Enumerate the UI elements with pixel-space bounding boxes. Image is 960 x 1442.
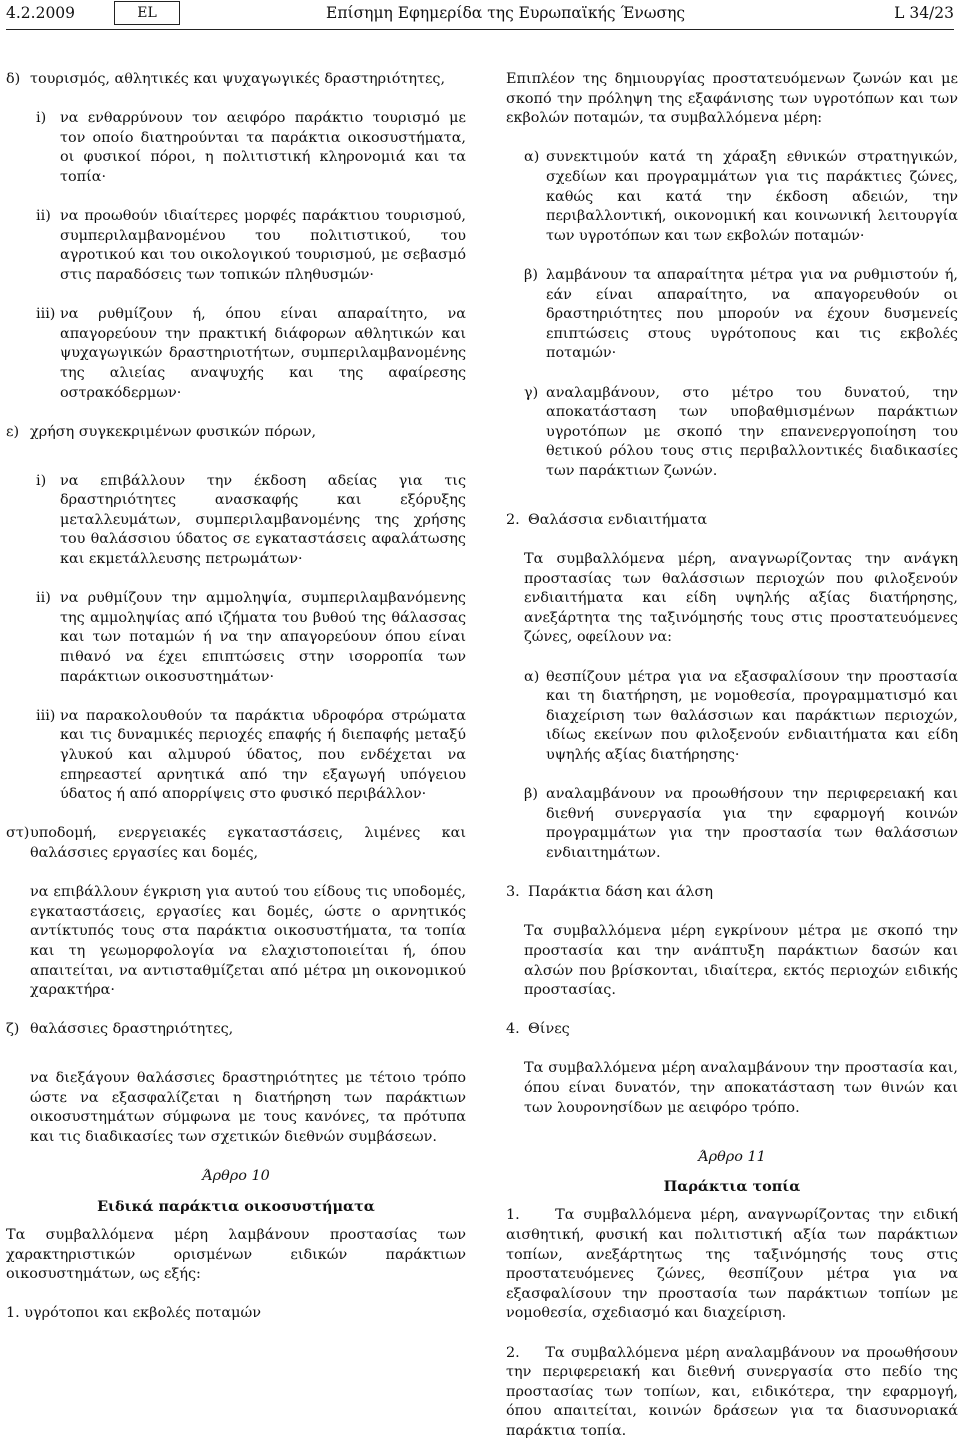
subpoint-label: i): [36, 110, 47, 127]
point-label: δ): [6, 71, 21, 87]
subpoint-label: i): [36, 472, 47, 489]
point-text: θαλάσσιες δραστηριότητες,: [30, 1021, 234, 1038]
subpoint-text: να επιβάλλουν την έκδοση αδείας για τις δραστηριότητες ανασκαφής και εξόρυξης μεταλλευμάτων, συμπεριλαμβανομένης της χρήσης του θαλάσσιου ύδατος σε εγκαταστάσεις αφαλάτωσης και εκμετάλλευσης πετρωμάτων·: [60, 472, 466, 568]
section-title: Παράκτια δάση και άλση: [528, 884, 713, 901]
subpoint-text: να προωθούν ιδιαίτερες μορφές παράκτιου τουρισμού, συμπεριλαμβανομένου του πολιτιστικού, του αγροτικού και του οικολογικού τουρισμού, με σεβασμό στις παραδόσεις των τοπικών πληθυσμών·: [60, 208, 466, 283]
subpoint-text: να ρυθμίζουν την αμμοληψία, συμπεριλαμβανόμενης της αμμοληψίας από ιζήματα του βυθού της θάλασσας και των ποταμών ή να την απαγορεύουν όπου είναι πιθανό να έχει επιπτώσεις στην ισορροπία των παράκτιων οικοσυστημάτων·: [60, 590, 466, 685]
right-column: [506, 70, 958, 1442]
marine-point: [524, 785, 958, 863]
point-d: [6, 70, 466, 90]
subpoint: [36, 305, 466, 403]
language-box: EL: [114, 1, 180, 25]
wetlands-intro: Επιπλέον της δημιουργίας προστατευόμενων ζωνών και με σκοπό την πρόληψη της εξαφάνισης των υγροτόπων και των εκβολών ποταμών, τα συμβαλλόμενα μέρη:: [506, 71, 958, 127]
paragraph-text: Τα συμβαλλόμενα μέρη, αναγνωρίζοντας την ειδική αισθητική, φυσική και πολιτιστική αξία των παράκτιων τοπίων, ανεξάρτητως της ταξινόμησής τους στις προστατευόμενες ζώνες, θεσπίζουν μέτρα για να εξασφαλίσουν την προστασία των παράκτιων τοπίων με νομοθεσία, σχεδιασμό και διαχείριση.: [506, 1207, 958, 1322]
article-11-subtitle: Παράκτια τοπία: [663, 1178, 801, 1196]
subpoint: [36, 109, 466, 187]
wetlands-point: [524, 384, 958, 482]
page-header: [0, 0, 960, 40]
subpoint-label: ii): [36, 208, 51, 225]
section-number: 3.: [506, 884, 520, 901]
section-3-heading: [506, 883, 958, 903]
article-10-title: Άρθρο 10: [202, 1168, 270, 1185]
subpoint-text: να παρακολουθούν τα παράκτια υδροφόρα στρώματα και τις δυναμικές περιοχές επαφής ή διεπαφής μεταξύ γλυκού και αλμυρού ύδατος, που ενδέχεται να επηρεαστεί αρνητικά από την εξαγωγή υπόγειου ύδατος ή από απορρίψεις στο φυσικό περιβάλλον·: [60, 707, 466, 803]
point-body: να επιβάλλουν έγκριση για αυτού του είδους τις υποδομές, εγκαταστάσεις, εργασίες και δομές, ώστε ο αρνητικός αντίκτυπός τους στα παράκτια οικοσυστήματα, τα τοπία και τη γεωμορφολογία να ελαχιστοποιείται ή, όπου απαιτείται, να αντισταθμίζεται από μέτρα μη οικονομικού χαρακτήρα·: [30, 884, 466, 999]
subpoint-label: ii): [36, 590, 51, 607]
point-text: αναλαμβάνουν να προωθήσουν την περιφερειακή και διεθνή συνεργασία για την εφαρμογή κοινών προγραμμάτων για την προστασία των θαλάσσιων ενδιαιτημάτων.: [546, 786, 958, 861]
paragraph-number: 1.: [506, 1207, 520, 1224]
page-reference: L 34/23: [894, 4, 954, 22]
subpoint: [36, 472, 466, 570]
article-11-title: Άρθρο 11: [698, 1148, 766, 1165]
point-label: α): [524, 149, 540, 166]
section-2-heading: [506, 511, 958, 531]
point-text: τουρισμός, αθλητικές και ψυχαγωγικές δραστηριότητες,: [30, 71, 446, 87]
wetlands-point: [524, 266, 958, 364]
subpoint-label: iii): [36, 306, 56, 323]
section-3-body: Τα συμβαλλόμενα μέρη εγκρίνουν μέτρα με σκοπό την προστασία και την ανάπτυξη παράκτιων δασών και αλσών που βρίσκονται, ιδιαίτερα, εκτός περιοχών ειδικής προστασίας.: [524, 923, 958, 999]
point-label: β): [524, 266, 538, 283]
point-body: να διεξάγουν θαλάσσιες δραστηριότητες με τέτοιο τρόπο ώστε να εξασφαλίζεται η διατήρηση των παράκτιων οικοσυστημάτων σύμφωνα με τους κανόνες, τα πρότυπα και τις διαδικασίες των σχετικών διεθνών συμβάσεων.: [30, 1070, 466, 1146]
subpoint-label: iii): [36, 707, 56, 724]
point-text: λαμβάνουν τα απαραίτητα μέτρα για να ρυθμιστούν ή, εάν είναι απαραίτητο, να απαγορευθούν οι δραστηριότητες που μπορούν να έχουν δυσμενείς επιπτώσεις στους υγρότοπους και τις εκβολές ποταμών·: [546, 266, 958, 362]
paragraph-number: 2.: [506, 1344, 520, 1361]
point-text: συνεκτιμούν κατά τη χάραξη εθνικών στρατηγικών, σχεδίων και προγραμμάτων για τις παράκτιες ζώνες, καθώς και κατά την έκδοση αδειών, την περιβαλλοντική, οικονομική και κοινωνική λειτουργία των υγροτόπων και των εκβολών ποταμών·: [546, 149, 958, 244]
point-z: [6, 1020, 466, 1040]
point-text: θεσπίζουν μέτρα για να εξασφαλίσουν την προστασία και τη διατήρηση, με νομοθεσία, προγραμματισμό και διαχείριση των θαλάσσιων και παράκτιων περιοχών, ιδίως εκείνων που φιλοξενούν ενδιαιτήματα και είδη υψηλής αξίας διατήρησης·: [546, 668, 958, 763]
point-text: υποδομή, ενεργειακές εγκαταστάσεις, λιμένες και θαλάσσιες εργασίες και δομές,: [30, 825, 466, 861]
article-10-intro: Τα συμβαλλόμενα μέρη λαμβάνουν προστασίας των χαρακτηριστικών ορισμένων ειδικών παράκτιων οικοσυστημάτων, ως εξής:: [6, 1227, 466, 1283]
subpoint: [36, 707, 466, 805]
point-label: α): [524, 668, 540, 685]
point-text: χρήση συγκεκριμένων φυσικών πόρων,: [30, 423, 317, 440]
marine-point: [524, 668, 958, 766]
point-text: αναλαμβάνουν, στο μέτρο του δυνατού, την αποκατάσταση των υποβαθμισμένων παράκτιων υγροτόπων με σκοπό την επανενεργοποίηση του θετικού ρόλου τους στις περιβαλλοντικές διαδικασίες των παράκτιων ζωνών.: [546, 384, 958, 479]
subpoint: [36, 207, 466, 285]
section-number: 2.: [506, 511, 520, 528]
point-st: [6, 824, 466, 863]
section-number: 4.: [506, 1021, 520, 1038]
issue-date: 4.2.2009: [6, 4, 76, 22]
point-label: β): [524, 786, 538, 803]
wetlands-point: [524, 148, 958, 246]
section-2-body: Τα συμβαλλόμενα μέρη, αναγνωρίζοντας την ανάγκη προστασίας των θαλάσσιων περιοχών που φιλοξενούν ενδιαιτήματα και είδη υψηλής αξίας διατήρησης, ανεξάρτητα της ταξινόμησής τους στις προστατευόμενες ζώνες, οφείλουν να:: [524, 551, 958, 646]
point-label: γ): [524, 384, 539, 401]
left-column: [6, 70, 466, 1324]
section-title: Θαλάσσια ενδιαιτήματα: [528, 511, 708, 528]
section-4-body: Τα συμβαλλόμενα μέρη αναλαμβάνουν την προστασία και, όπου είναι δυνατόν, την αποκατάσταση των θινών και των λουρονησίδων με αειφόρο τρόπο.: [524, 1060, 958, 1116]
subpoint-text: να ενθαρρύνουν τον αειφόρο παράκτιο τουρισμό με τον οποίο διατηρούνται τα παράκτια οικοσυστήματα, οι φυσικοί πόροι, η πολιτιστική κληρονομιά και τα τοπία·: [60, 110, 466, 185]
point-label: ζ): [6, 1021, 20, 1038]
paragraph-text: Τα συμβαλλόμενα μέρη αναλαμβάνουν να προωθήσουν την περιφερειακή και διεθνή συνεργασία στο πεδίο της προστασίας των τοπίων, και, ειδικότερα, την εφαρμογή, όπου απαιτείται, κοινών δράσεων για τα διασυνοριακά παράκτια τοπία.: [506, 1344, 958, 1439]
section-4-heading: [506, 1020, 958, 1040]
article-10-subtitle: Ειδικά παράκτια οικοσυστήματα: [97, 1197, 375, 1215]
article-11-paragraph-1: [506, 1206, 958, 1324]
subpoint: [36, 589, 466, 687]
article-10-section-1: 1. υγρότοποι και εκβολές ποταμών: [6, 1305, 261, 1322]
point-e: [6, 423, 466, 443]
journal-title: Επίσημη Εφημερίδα της Ευρωπαϊκής Ένωσης: [326, 4, 686, 22]
point-label: στ): [6, 825, 30, 842]
point-label: ε): [6, 423, 20, 440]
header-rule: [6, 29, 954, 30]
section-title: Θίνες: [528, 1021, 570, 1038]
subpoint-text: να ρυθμίζουν ή, όπου είναι απαραίτητο, να απαγορεύουν την πρακτική διάφορων αθλητικών και ψυχαγωγικών δραστηριοτήτων, συμπεριλαμβανομένης της αλιείας αναψυχής και της αφαίρεσης οστρακόδερμων·: [60, 306, 466, 401]
